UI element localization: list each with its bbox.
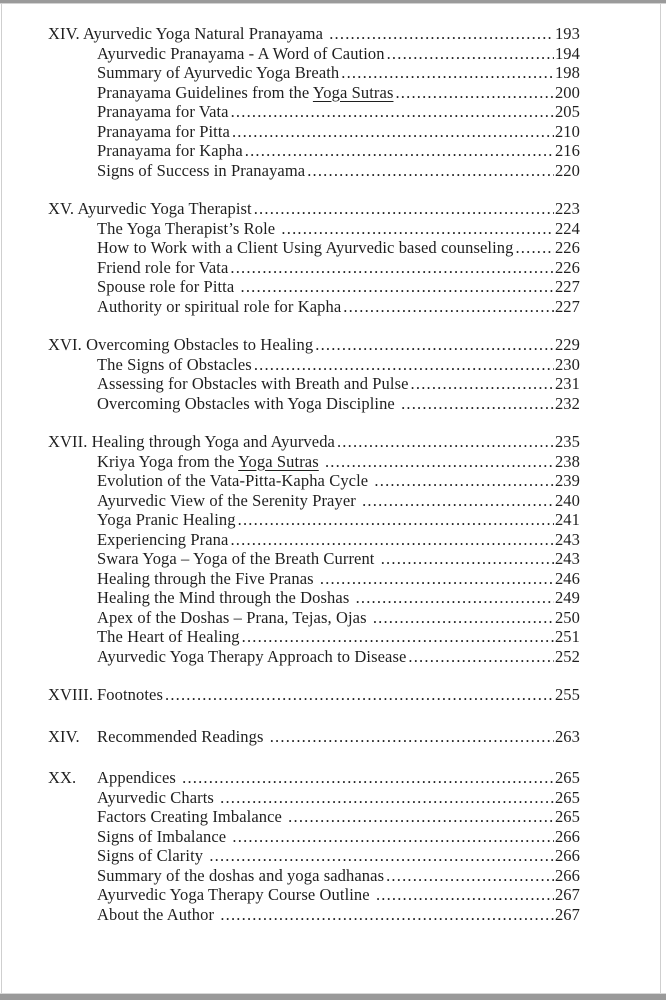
toc-entry: [48, 219, 580, 239]
toc-page-number: 250: [554, 607, 580, 627]
toc-entry: [48, 122, 580, 142]
toc-page-number: 230: [554, 354, 580, 374]
toc-entry: [48, 685, 580, 705]
toc-entry-title: Authority or spiritual role for Kapha: [97, 296, 342, 316]
toc-page-number: 194: [554, 43, 580, 63]
toc-page-number: 226: [554, 238, 580, 257]
toc-entry-title: How to Work with a Client Using Ayurvedic based counseling: [97, 238, 514, 257]
toc-entry: [48, 846, 580, 866]
toc-page-number: 241: [554, 510, 580, 529]
toc-entry-title: XVI. Overcoming Obstacles to Healing: [48, 335, 314, 354]
toc-entry-title: About the Author: [97, 904, 219, 924]
toc-page-number: 238: [554, 451, 580, 471]
toc-entry: [48, 885, 580, 905]
toc-page-number: 226: [554, 257, 580, 277]
toc-entry: [48, 866, 580, 886]
toc-leader-dots: [360, 491, 554, 511]
toc-entry-title: Pranayama Guidelines from the Yoga Sutras: [97, 82, 394, 102]
toc-page-number: 205: [554, 102, 580, 121]
toc-leader-dots: [409, 374, 554, 394]
toc-entry-title: Evolution of the Vata-Pitta-Kapha Cycle: [97, 471, 373, 490]
toc-entry: [48, 394, 580, 414]
toc-entry-title: Pranayama for Pitta: [97, 121, 230, 141]
toc-leader-dots: [268, 727, 554, 747]
toc-page-number: 266: [554, 826, 580, 846]
toc-leader-dots: [399, 394, 554, 414]
toc-leader-dots: [374, 885, 554, 905]
toc-section: [48, 727, 580, 747]
toc-entry: [48, 258, 580, 278]
toc-leader-dots: [354, 588, 554, 608]
toc-page-number: 227: [554, 277, 580, 296]
toc-page-number: 243: [554, 529, 580, 549]
toc-page-number: 198: [554, 63, 580, 82]
toc-page-number: 252: [554, 646, 580, 666]
toc-entry-title: Signs of Success in Pranayama: [97, 160, 306, 180]
toc-leader-dots: [252, 355, 554, 375]
toc-page-number: 216: [554, 141, 580, 160]
toc-entry-title: Overcoming Obstacles with Yoga Discipline: [97, 393, 400, 413]
scan-edge-left: [1, 4, 2, 993]
toc-entry: [48, 569, 580, 589]
toc-entry-title: The Yoga Therapist’s Role: [97, 218, 280, 238]
toc-entry: [48, 238, 580, 258]
toc-entry-title: Swara Yoga – Yoga of the Breath Current: [97, 549, 379, 568]
toc-page-number: 231: [554, 374, 580, 393]
toc-entry-title: Signs of Imbalance: [97, 826, 231, 846]
toc-entry-title: Healing the Mind through the Doshas: [97, 588, 354, 607]
toc-leader-dots: [207, 846, 554, 866]
toc-page-number: 240: [554, 490, 580, 510]
toc-section: [48, 24, 580, 180]
toc-leader-dots: [341, 297, 554, 317]
toc-leader-dots: [371, 608, 554, 628]
toc-entry: [48, 432, 580, 452]
toc-entry: [48, 452, 580, 472]
toc-page-number: 251: [554, 627, 580, 646]
toc-page-number: 265: [554, 787, 580, 807]
toc-entry: [48, 297, 580, 317]
toc-entry: [48, 510, 580, 530]
toc-leader-dots: [305, 161, 554, 181]
toc-leader-dots: [323, 452, 554, 472]
toc-entry-title: Apex of the Doshas – Prana, Tejas, Ojas: [97, 607, 371, 627]
toc-page-number: 266: [554, 865, 580, 885]
toc-entry-title: Ayurvedic Yoga Therapy Course Outline: [97, 885, 374, 904]
toc-entry-title: Ayurvedic View of the Serenity Prayer: [97, 490, 361, 510]
toc-entry: [48, 335, 580, 355]
toc-page-number: 232: [554, 393, 580, 413]
toc-entry-title: Summary of Ayurvedic Yoga Breath: [97, 63, 340, 82]
toc-leader-dots: [230, 827, 554, 847]
toc-entry-title: Spouse role for Pitta: [97, 277, 239, 296]
scan-edge-top: [0, 0, 666, 4]
toc-entry: [48, 102, 580, 122]
toc-entry-title: XIV. Ayurvedic Yoga Natural Pranayama: [48, 24, 328, 43]
toc-entry: [48, 768, 580, 788]
toc-leader-dots: [240, 627, 554, 647]
toc-entry-title: The Heart of Healing: [97, 627, 240, 646]
toc-entry: [48, 608, 580, 628]
toc-entry: [48, 549, 580, 569]
toc-page-number: 246: [554, 568, 580, 588]
toc-page-number: 266: [554, 846, 580, 865]
toc-section: [48, 768, 580, 924]
toc-section: [48, 685, 580, 705]
toc-entry: [48, 647, 580, 667]
toc-leader-dots: [286, 807, 554, 827]
toc-leader-dots: [513, 238, 553, 258]
toc-page-number: 235: [554, 432, 580, 451]
toc-leader-dots: [339, 63, 554, 83]
chapter-numeral: XIV.: [48, 726, 80, 746]
toc-leader-dots: [372, 471, 554, 491]
toc-leader-dots: [313, 335, 554, 355]
toc-entry: [48, 63, 580, 83]
toc-page-number: 229: [554, 335, 580, 354]
chapter-numeral: XVIII.: [48, 685, 94, 704]
toc-entry: [48, 727, 580, 747]
toc-page-number: 200: [554, 82, 580, 102]
toc-page-number: 243: [554, 549, 580, 568]
scan-edge-right: [660, 4, 661, 993]
toc-leader-dots: [239, 277, 554, 297]
toc-leader-dots: [180, 768, 554, 788]
toc-leader-dots: [384, 866, 554, 886]
toc-entry: [48, 44, 580, 64]
toc-leader-dots: [243, 141, 554, 161]
toc-page-number: 220: [554, 160, 580, 180]
toc-leader-dots: [327, 24, 554, 44]
toc-page-number: 239: [554, 471, 580, 490]
toc-entry: [48, 471, 580, 491]
toc-leader-dots: [236, 510, 554, 530]
toc-entry: [48, 141, 580, 161]
toc-page-number: 265: [554, 768, 580, 787]
toc-page-number: 227: [554, 296, 580, 316]
toc-entry-title: Yoga Pranic Healing: [97, 510, 236, 529]
toc-entry: [48, 161, 580, 181]
toc-leader-dots: [406, 647, 554, 667]
toc-entry: [48, 355, 580, 375]
toc-page-number: 224: [554, 218, 580, 238]
toc-entry: [48, 905, 580, 925]
toc-entry-title: Summary of the doshas and yoga sadhanas: [97, 865, 385, 885]
toc-entry-title: XV. Ayurvedic Yoga Therapist: [48, 199, 252, 218]
toc-entry: [48, 374, 580, 394]
toc-entry-title: Kriya Yoga from the Yoga Sutras: [97, 451, 319, 471]
toc-leader-dots: [228, 258, 554, 278]
toc-page-number: 193: [554, 24, 580, 43]
toc-page-number: 263: [554, 726, 580, 746]
toc-page-number: 255: [554, 685, 580, 704]
toc-entry-title: XVII. Healing through Yoga and Ayurveda: [48, 432, 335, 451]
toc-entry: [48, 24, 580, 44]
toc-page-number: 267: [554, 904, 580, 924]
chapter-numeral: XX.: [48, 768, 77, 787]
toc-entry-title: Factors Creating Imbalance: [97, 807, 287, 826]
toc-leader-dots: [252, 199, 554, 219]
toc-entry-title: Footnotes: [97, 685, 163, 704]
toc-entry: [48, 491, 580, 511]
toc-leader-dots: [230, 122, 554, 142]
toc-entry-title: Ayurvedic Pranayama - A Word of Caution: [97, 43, 385, 63]
toc-entry-title: Friend role for Vata: [97, 257, 229, 277]
toc-entry: [48, 627, 580, 647]
toc: [48, 24, 580, 924]
toc-leader-dots: [335, 432, 554, 452]
toc-page-number: 249: [554, 588, 580, 607]
toc-entry-title: Experiencing Prana: [97, 529, 229, 549]
toc-entry-title: Ayurvedic Charts: [97, 787, 219, 807]
toc-entry-title: Appendices: [97, 768, 181, 787]
toc-leader-dots: [218, 905, 554, 925]
toc-entry-title: Signs of Clarity: [97, 846, 208, 865]
toc-leader-dots: [279, 219, 554, 239]
toc-page-number: 265: [554, 807, 580, 826]
toc-entry: [48, 827, 580, 847]
toc-entry-title: Healing through the Five Pranas: [97, 568, 318, 588]
toc-page-number: 267: [554, 885, 580, 904]
toc-leader-dots: [318, 569, 554, 589]
toc-entry-title: Assessing for Obstacles with Breath and Pulse: [97, 374, 409, 393]
toc-page-number: 223: [554, 199, 580, 218]
toc-entry: [48, 788, 580, 808]
toc-leader-dots: [379, 549, 554, 569]
toc-leader-dots: [385, 44, 554, 64]
toc-entry-title: Pranayama for Kapha: [97, 141, 243, 160]
toc-entry-title: Recommended Readings: [97, 726, 268, 746]
scan-edge-bottom: [0, 993, 666, 1000]
toc-leader-dots: [218, 788, 554, 808]
toc-leader-dots: [228, 530, 553, 550]
toc-entry: [48, 277, 580, 297]
toc-entry: [48, 199, 580, 219]
toc-entry-title: The Signs of Obstacles: [97, 354, 252, 374]
toc-entry: [48, 83, 580, 103]
toc-leader-dots: [393, 83, 553, 103]
toc-entry: [48, 588, 580, 608]
toc-entry-title: Ayurvedic Yoga Therapy Approach to Disease: [97, 646, 407, 666]
toc-section: [48, 335, 580, 413]
toc-entry-title: Pranayama for Vata: [97, 102, 229, 121]
toc-page-number: 210: [554, 121, 580, 141]
toc-entry: [48, 530, 580, 550]
toc-entry: [48, 807, 580, 827]
toc-section: [48, 432, 580, 666]
toc-leader-dots: [229, 102, 554, 122]
toc-leader-dots: [163, 685, 554, 705]
toc-section: [48, 199, 580, 316]
